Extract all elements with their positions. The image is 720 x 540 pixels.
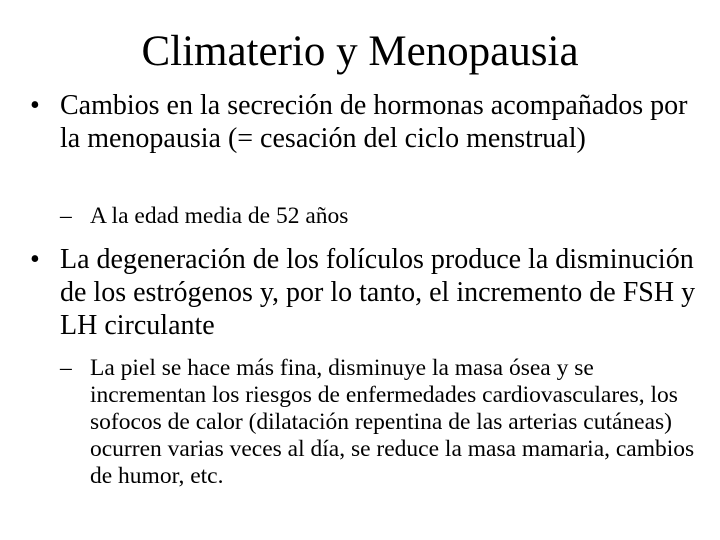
bullet-item	[30, 89, 696, 155]
bullet-text: Cambios en la secreción de hormonas acompañados por la menopausia (= cesación del ciclo menstrual)	[60, 90, 688, 154]
sub-bullet-marker: –	[60, 355, 72, 381]
sub-bullet-item	[60, 203, 710, 230]
bullet-text: La degeneración de los folículos produce la disminución de los estrógenos y, por lo tanto, el incremento de FSH y LH circulante	[60, 244, 696, 341]
sub-bullet-marker: –	[60, 203, 72, 229]
bullet-marker: •	[30, 244, 40, 275]
bullet-item	[30, 243, 696, 342]
sub-bullet-text: A la edad media de 52 años	[90, 203, 349, 229]
slide-title: Climaterio y Menopausia	[141, 28, 579, 75]
bullet-marker: •	[30, 90, 40, 121]
sub-bullet-text: La piel se hace más fina, disminuye la masa ósea y se incrementan los riesgos de enfermedades cardiovasculares, los sofocos de calor (dilatación repentina de las arterias cutáneas) ocurren varias veces al día, se reduce la masa mamaria, cambios de humor, etc.	[90, 355, 695, 489]
sub-bullet-item	[60, 355, 710, 490]
